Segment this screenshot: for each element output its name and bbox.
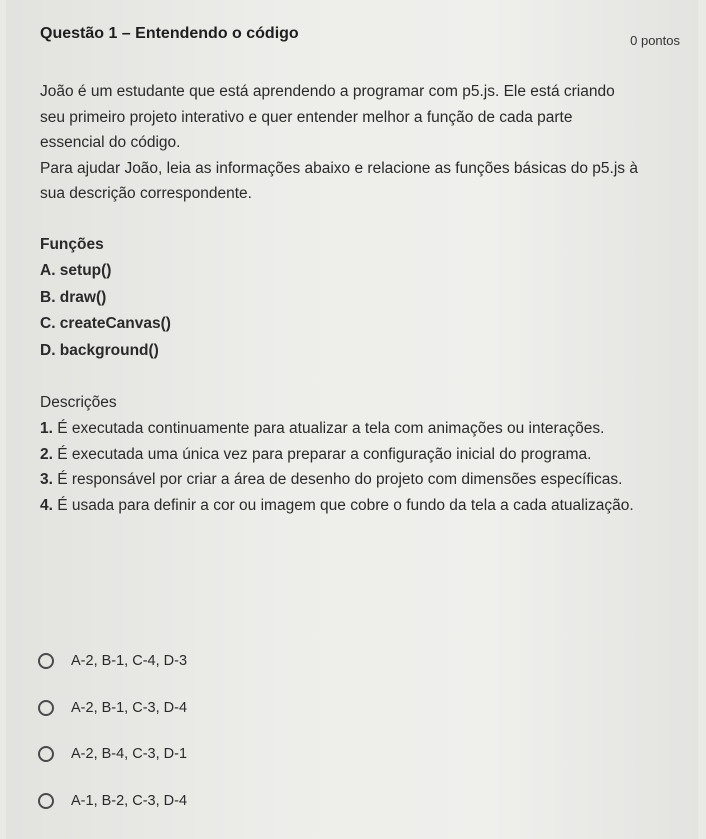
function-item: B. draw(): [40, 288, 107, 306]
description-text: É executada uma única vez para preparar a configuração inicial do programa.: [57, 445, 592, 463]
description-number: 4.: [40, 496, 53, 514]
function-item: A. setup(): [40, 262, 112, 279]
answer-option[interactable]: [38, 695, 187, 721]
description-text: É executada continuamente para atualizar a tela com animações ou interações.: [57, 420, 605, 437]
radio-button[interactable]: [38, 653, 54, 669]
option-label: A-2, B-4, C-3, D-1: [71, 746, 188, 762]
description-number: 3.: [40, 471, 53, 488]
description-item: [40, 416, 640, 442]
intro-paragraph: João é um estudante que está aprendendo a programar com p5.js. Ele está criando seu primeiro projeto interativo e quer entender melhor a função de cada parte essencial do código.: [40, 83, 615, 151]
answer-options: [38, 648, 187, 834]
intro-paragraph: Para ajudar João, leia as informações abaixo e relacione as funções básicas do p5.js à sua descrição correspondente.: [40, 159, 638, 202]
answer-option[interactable]: [38, 741, 187, 767]
description-text: É responsável por criar a área de desenho do projeto com dimensões específicas.: [57, 471, 623, 488]
descriptions-section: [40, 390, 640, 518]
radio-button[interactable]: [38, 700, 54, 716]
option-label: A-1, B-2, C-3, D-4: [71, 792, 188, 809]
description-number: 2.: [40, 445, 53, 463]
radio-button[interactable]: [38, 746, 54, 762]
description-item: [40, 493, 640, 519]
option-label: A-2, B-1, C-4, D-3: [71, 653, 188, 669]
question-intro: [40, 79, 640, 207]
descriptions-title: Descrições: [40, 394, 117, 411]
points-label: 0 pontos: [630, 33, 680, 48]
description-item: [40, 442, 640, 468]
answer-option[interactable]: [38, 648, 187, 674]
function-item: D. background(): [40, 341, 159, 359]
option-label: A-2, B-1, C-3, D-4: [71, 699, 188, 716]
description-item: [40, 467, 640, 493]
question-card: [6, 0, 698, 839]
description-number: 1.: [40, 420, 53, 437]
question-title: Questão 1 – Entendendo o código: [40, 25, 299, 42]
function-item: C. createCanvas(): [40, 315, 171, 332]
functions-section: [40, 232, 171, 364]
description-text: É usada para definir a cor ou imagem que cobre o fundo da tela a cada atualização.: [57, 496, 634, 514]
answer-option[interactable]: [38, 788, 187, 814]
radio-button[interactable]: [38, 793, 54, 809]
functions-title: Funções: [40, 236, 104, 253]
